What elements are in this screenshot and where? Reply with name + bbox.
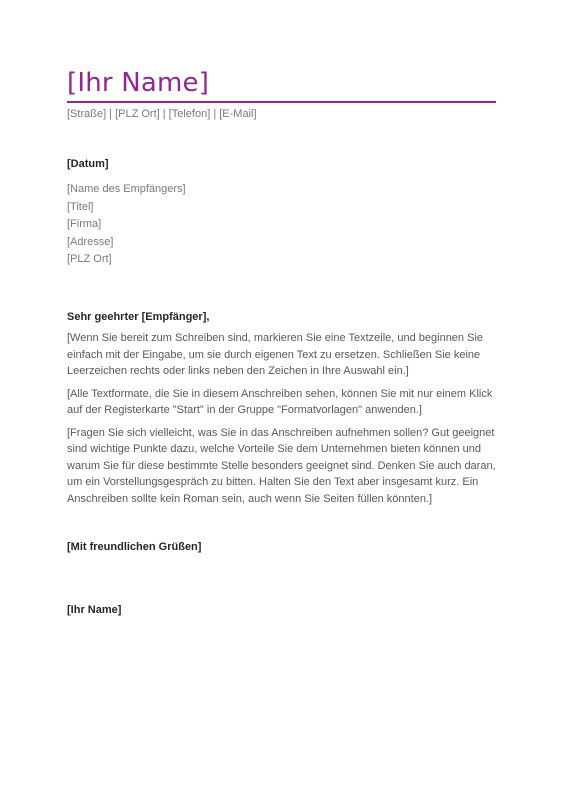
letter-body (67, 330, 507, 513)
recipient-block (67, 181, 186, 269)
recipient-address[interactable]: [Adresse] (67, 235, 114, 248)
recipient-title[interactable]: [Titel] (67, 200, 94, 213)
letter-date[interactable]: [Datum] (67, 158, 109, 170)
sender-contact-line[interactable]: [Straße] | [PLZ Ort] | [Telefon] | [E-Mail] (67, 108, 257, 120)
recipient-company[interactable]: [Firma] (67, 218, 102, 230)
body-paragraph-1[interactable]: [Wenn Sie bereit zum Schreiben sind, markieren Sie eine Textzeile, und beginnen Sie einfach mit der Eingabe, um sie durch eigenen Text zu ersetzen. Schließen Sie keine Leerzeichen rechts oder links neben den Zeichen in Ihre Auswahl ein.] (67, 332, 484, 377)
body-paragraph-3[interactable]: [Fragen Sie sich vielleicht, was Sie in das Anschreiben aufnehmen sollen? Gut geeignet sind wichtige Punkte dazu, welche Vorteile Sie dem Unternehmen bieten können und warum Sie für diese bestimmte Stelle besonders geeignet sind. Denken Sie auch daran, um ein Vorstellungsgespräch zu bitten. Halten Sie den Text aber insgesamt kurz. Ein Anschreiben sollte kein Roman sein, auch wenn Sie Seiten füllen könnten.] (67, 426, 496, 505)
recipient-name[interactable]: [Name des Empfängers] (67, 183, 186, 195)
sender-name-title[interactable]: [Ihr Name] (67, 68, 210, 98)
closing-phrase[interactable]: [Mit freundlichen Grüßen] (67, 541, 202, 553)
recipient-city[interactable]: [PLZ Ort] (67, 253, 112, 265)
signature-name[interactable]: [Ihr Name] (67, 604, 122, 616)
title-underline-rule (67, 101, 496, 103)
body-paragraph-2[interactable]: [Alle Textformate, die Sie in diesem Anschreiben sehen, können Sie mit nur einem Klick auf der Registerkarte "Start" in der Gruppe "Formatvorlagen" anwenden.] (67, 387, 493, 416)
salutation[interactable]: Sehr geehrter [Empfänger], (67, 311, 210, 323)
